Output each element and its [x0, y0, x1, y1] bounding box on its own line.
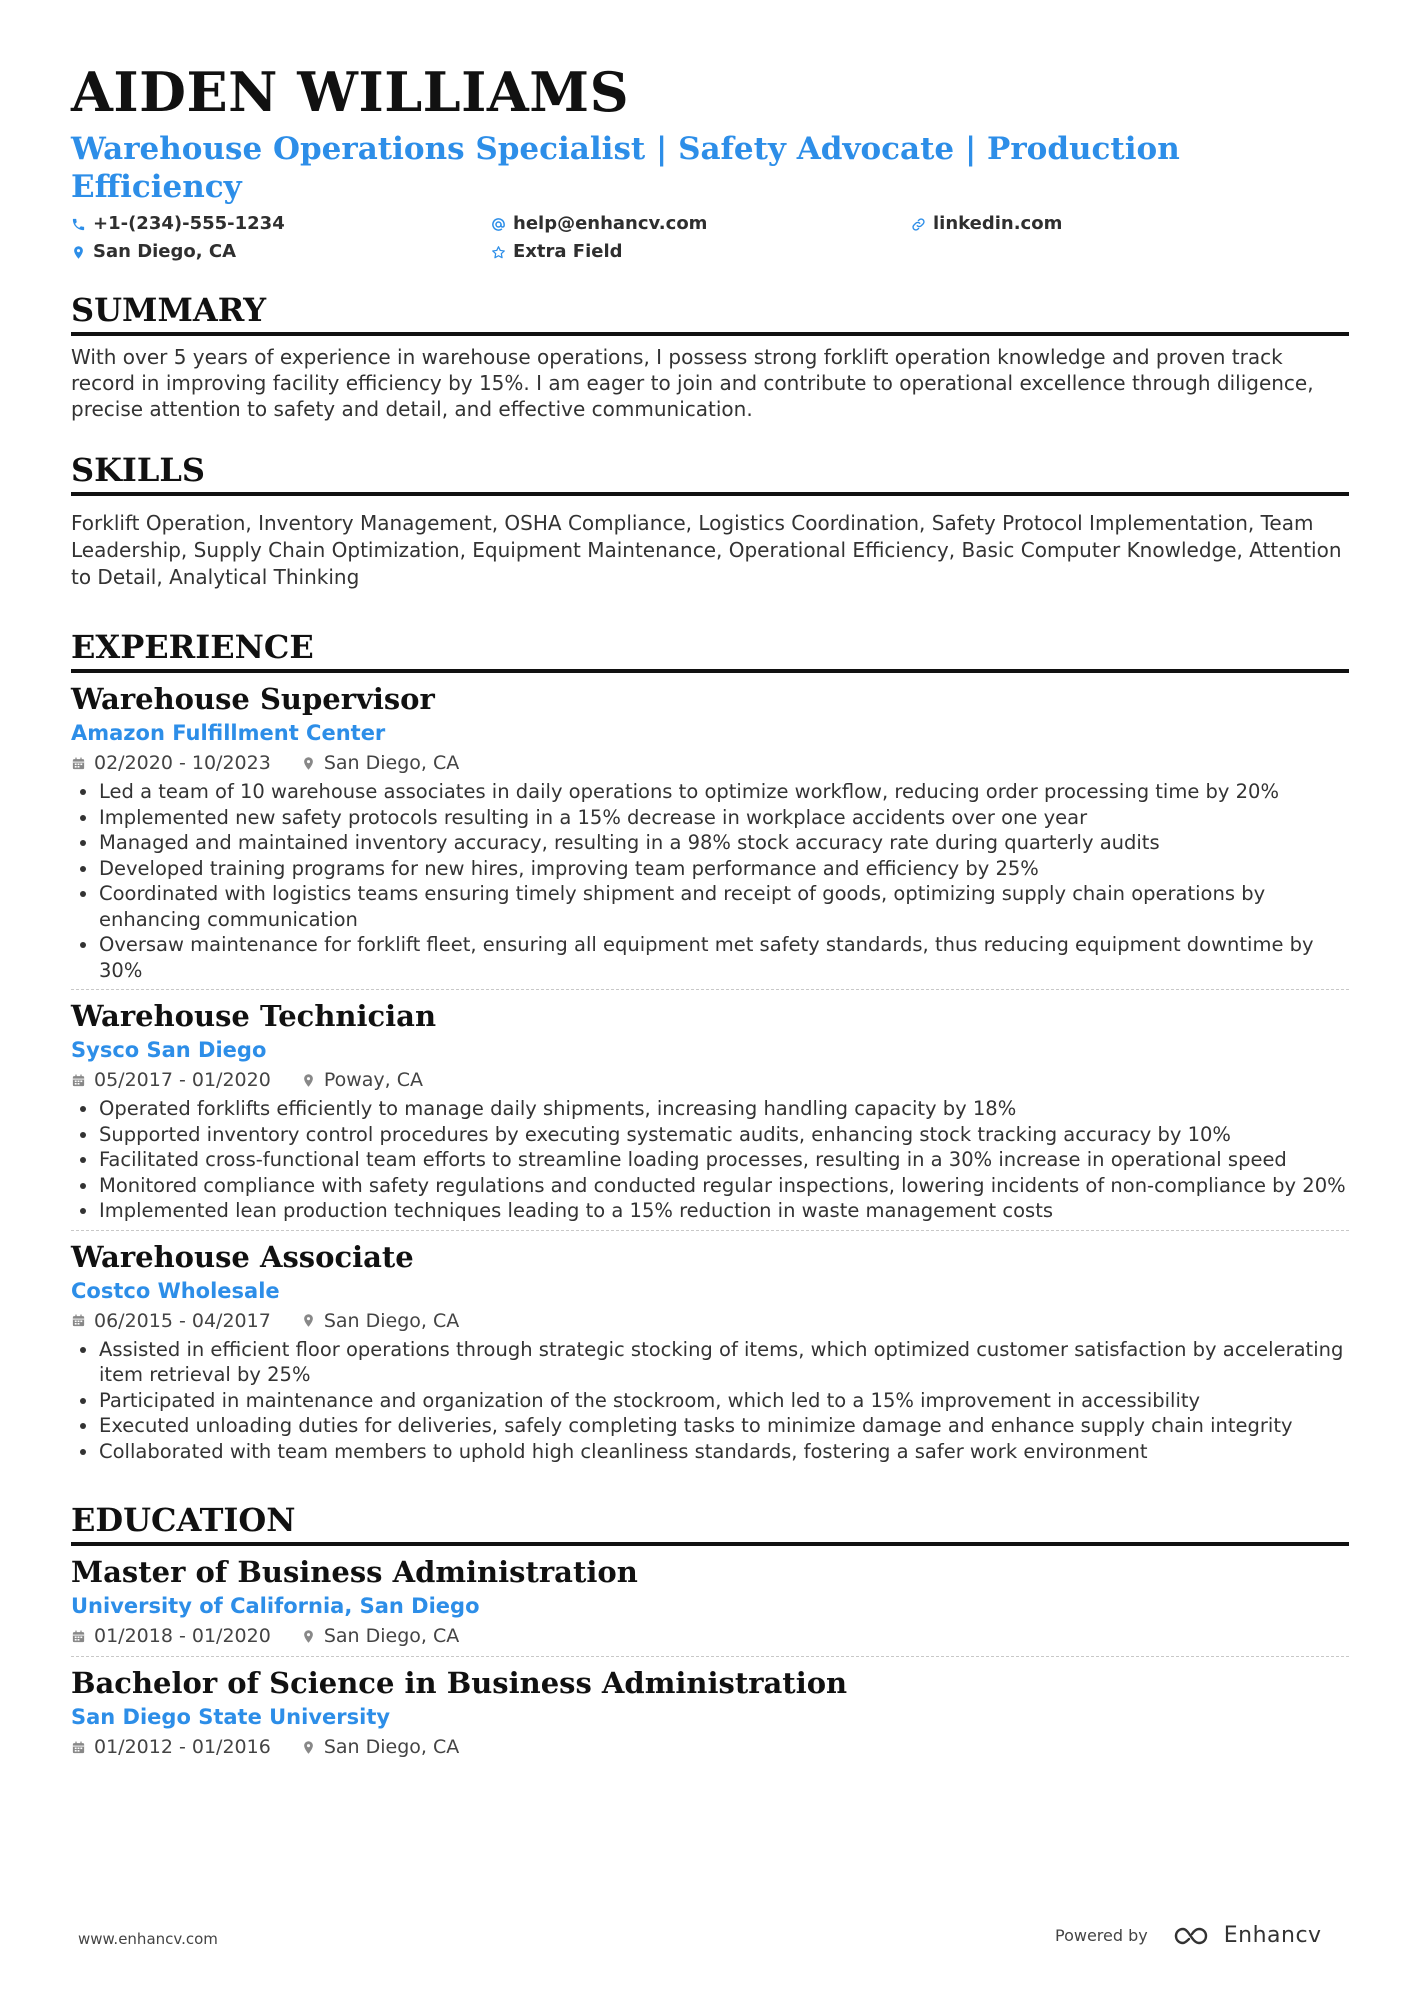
job-dates: 02/2020 - 10/2023	[94, 752, 271, 774]
education-title: EDUCATION	[71, 1500, 1349, 1546]
link-icon	[911, 217, 926, 232]
map-pin-icon	[301, 1740, 316, 1755]
job-bullet: • Participated in maintenance and organization of the stockroom, which led to a 15% improvement in accessibility	[99, 1388, 1349, 1414]
company-name: Amazon Fulfillment Center	[71, 721, 386, 745]
enhancv-logo-icon	[1172, 1924, 1216, 1948]
education-meta	[71, 1733, 1349, 1761]
contact-info	[71, 212, 1349, 264]
job-bullet: • Implemented new safety protocols resulting in a 15% decrease in workplace accidents over one year	[99, 805, 1349, 831]
calendar-icon	[71, 1740, 86, 1755]
contact-email[interactable]	[491, 212, 911, 236]
job-bullet: • Collaborated with team members to uphold high cleanliness standards, fostering a safer work environment	[99, 1439, 1349, 1465]
job-dates: 06/2015 - 04/2017	[94, 1309, 271, 1332]
education-meta	[71, 1622, 1349, 1650]
job-location: San Diego, CA	[323, 1309, 460, 1332]
map-pin-icon	[71, 245, 86, 260]
email-link[interactable]: help@enhancv.com	[513, 213, 708, 234]
footer-branding	[1055, 1923, 1322, 1948]
job-location: Poway, CA	[323, 1069, 423, 1091]
education-dates: 01/2012 - 01/2016	[94, 1736, 271, 1758]
calendar-icon	[71, 756, 86, 771]
contact-extra	[491, 240, 911, 264]
map-pin-icon	[301, 1629, 316, 1644]
job-bullet: • Executed unloading duties for deliveries, safely completing tasks to minimize damage and enhance supply chain integrity	[99, 1413, 1349, 1439]
education-location: San Diego, CA	[323, 1625, 460, 1647]
experience-entry	[71, 673, 1349, 989]
extra-field-text: Extra Field	[513, 241, 623, 262]
experience-entry	[71, 1230, 1349, 1471]
education-location: San Diego, CA	[323, 1736, 460, 1758]
education-entry	[71, 1656, 1349, 1767]
school-name: University of California, San Diego	[71, 1594, 480, 1618]
experience-section	[71, 627, 1349, 1470]
job-dates: 05/2017 - 01/2020	[94, 1069, 271, 1091]
map-pin-icon	[301, 1073, 316, 1088]
job-bullets	[71, 1337, 1349, 1465]
job-title: Warehouse Technician	[71, 999, 437, 1033]
job-title: Warehouse Associate	[71, 1239, 414, 1274]
contact-location	[71, 240, 491, 264]
map-pin-icon	[301, 756, 316, 771]
education-list	[71, 1546, 1349, 1767]
experience-title: EXPERIENCE	[71, 627, 1349, 673]
skills-title: SKILLS	[71, 450, 1349, 496]
calendar-icon	[71, 1629, 86, 1644]
candidate-name: AIDEN WILLIAMS	[71, 60, 630, 124]
education-entry	[71, 1546, 1349, 1656]
headline: Warehouse Operations Specialist | Safety Advocate | Production Efficiency	[71, 131, 1180, 205]
job-bullet: • Implemented lean production techniques leading to a 15% reduction in waste management costs	[99, 1198, 1349, 1224]
powered-by-text: Powered by	[1055, 1926, 1148, 1945]
job-bullet: • Led a team of 10 warehouse associates in daily operations to optimize workflow, reducing order processing time by 20%	[99, 779, 1349, 805]
phone-icon	[71, 217, 86, 232]
calendar-icon	[71, 1313, 86, 1328]
skills-section	[71, 450, 1349, 591]
enhancv-logo	[1172, 1923, 1322, 1948]
job-location: San Diego, CA	[323, 752, 460, 774]
experience-list	[71, 673, 1349, 1470]
linkedin-link[interactable]: linkedin.com	[933, 213, 1063, 234]
resume-content	[71, 60, 1349, 1767]
star-icon	[491, 245, 506, 260]
job-meta	[71, 1066, 1349, 1094]
job-bullet: • Developed training programs for new hires, improving team performance and efficiency by 25%	[99, 856, 1349, 882]
job-meta	[71, 749, 1349, 777]
skills-text: Forklift Operation, Inventory Management, OSHA Compliance, Logistics Coordination, Safety Protocol Implementation, Team Leadership, Supply Chain Optimization, Equipment Maintenance, Operational Efficiency, Basic Computer Knowledge, Attention to Detail, Analytical Thinking	[71, 511, 1342, 589]
company-name: Sysco San Diego	[71, 1038, 267, 1062]
job-bullet: • Monitored compliance with safety regulations and conducted regular inspections, lowering incidents of non-compliance by 20%	[99, 1173, 1349, 1199]
contact-linkedin[interactable]	[911, 212, 1331, 236]
summary-text: With over 5 years of experience in warehouse operations, I possess strong forklift operation knowledge and proven track record in improving facility efficiency by 15%. I am eager to join and contribute to operational excellence through diligence, precise attention to safety and detail, and effective communication.	[71, 345, 1314, 421]
footer-website[interactable]: www.enhancv.com	[78, 1930, 218, 1948]
brand-name: Enhancv	[1223, 1923, 1322, 1948]
job-meta	[71, 1307, 1349, 1335]
job-bullet: • Supported inventory control procedures by executing systematic audits, enhancing stock tracking accuracy by 10%	[99, 1122, 1349, 1148]
degree-title: Bachelor of Science in Business Administration	[71, 1666, 848, 1700]
job-bullets	[71, 779, 1349, 983]
job-bullet: • Oversaw maintenance for forklift fleet, ensuring all equipment met safety standards, thus reducing equipment downtime by 30%	[99, 932, 1349, 983]
location-text: San Diego, CA	[93, 241, 237, 262]
phone-text: +1-(234)-555-1234	[93, 213, 285, 234]
calendar-icon	[71, 1073, 86, 1088]
summary-title: SUMMARY	[71, 290, 1349, 336]
job-bullets	[71, 1096, 1349, 1224]
job-bullet: • Coordinated with logistics teams ensuring timely shipment and receipt of goods, optimizing supply chain operations by enhancing communication	[99, 881, 1349, 932]
degree-title: Master of Business Administration	[71, 1555, 638, 1589]
job-bullet: • Facilitated cross-functional team efforts to streamline loading processes, resulting in a 30% increase in operational speed	[99, 1147, 1349, 1173]
job-bullet: • Operated forklifts efficiently to manage daily shipments, increasing handling capacity by 18%	[99, 1096, 1349, 1122]
education-dates: 01/2018 - 01/2020	[94, 1625, 271, 1647]
summary-section	[71, 290, 1349, 422]
job-bullet: • Assisted in efficient floor operations through strategic stocking of items, which optimized customer satisfaction by accelerating item retrieval by 25%	[99, 1337, 1349, 1388]
school-name: San Diego State University	[71, 1705, 391, 1729]
at-icon	[491, 217, 506, 232]
contact-phone	[71, 212, 491, 236]
experience-entry	[71, 989, 1349, 1230]
map-pin-icon	[301, 1313, 316, 1328]
education-section	[71, 1500, 1349, 1767]
job-title: Warehouse Supervisor	[71, 682, 435, 716]
company-name: Costco Wholesale	[71, 1278, 280, 1303]
job-bullet: • Managed and maintained inventory accuracy, resulting in a 98% stock accuracy rate during quarterly audits	[99, 830, 1349, 856]
